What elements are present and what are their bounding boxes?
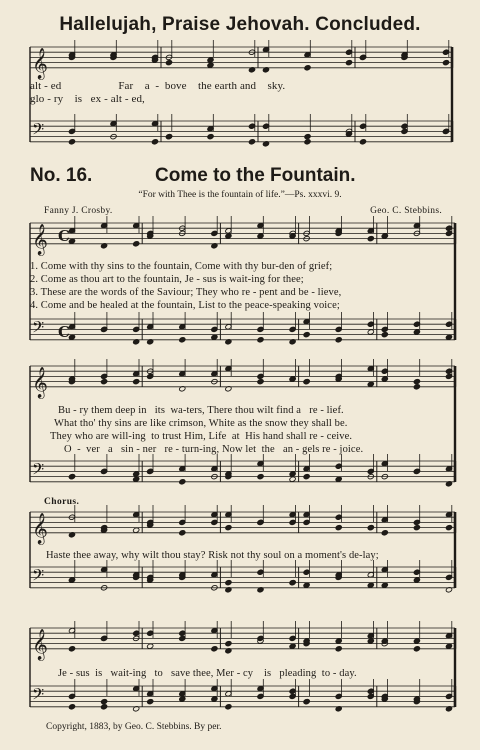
system-1-bass-staff xyxy=(30,312,455,345)
common-time-symbol: C xyxy=(58,227,70,245)
hymn-number: No. 16. xyxy=(30,165,93,186)
common-time-symbol-bass: C xyxy=(58,323,70,341)
verse-4-line-b: O - ver a sin - ner re - turn-ing, Now let the an - gels re - joice. xyxy=(64,444,364,455)
system-chorus-1-treble-staff xyxy=(30,505,455,545)
system-chorus-1-bass-staff xyxy=(30,560,455,593)
system-1-treble-staff xyxy=(30,216,455,256)
svg-text:𝄞: 𝄞 xyxy=(32,628,48,660)
system-top-treble-staff xyxy=(30,40,452,80)
chorus-lyric-1: Haste thee away, why wilt thou stay? Risk not thy soul on a moment's de-lay; xyxy=(46,550,379,561)
chorus-label: Chorus. xyxy=(44,497,80,507)
svg-text:𝄢: 𝄢 xyxy=(32,120,45,143)
hymn-epigraph: “For with Thee is the fountain of life.”—Ps. xxxvi. 9. xyxy=(138,190,342,200)
verse-2-line-b: What tho' thy sins are like crimson, White as the snow they shall be. xyxy=(54,418,348,429)
svg-text:𝄞: 𝄞 xyxy=(32,47,48,79)
continued-hymn-title: Hallelujah, Praise Jehovah. Concluded. xyxy=(59,14,421,35)
system-chorus-2-treble-staff xyxy=(30,621,455,661)
copyright-notice: Copyright, 1883, by Geo. C. Stebbins. By per. xyxy=(46,722,222,732)
verse-1-line-b: Bu - ry them deep in its wa-ters, There thou wilt find a re - lief. xyxy=(58,405,344,416)
svg-text:𝄞: 𝄞 xyxy=(32,223,48,255)
svg-text:𝄢: 𝄢 xyxy=(32,318,45,341)
verse-3-line-b: They who are will-ing to trust Him, Life at His hand shall re - ceive. xyxy=(50,431,353,442)
verse-2-line-a: 2. Come as thou art to the fountain, Je - sus is wait-ing for thee; xyxy=(30,274,304,285)
verse-3-line-a: 3. These are the words of the Saviour; They who re - pent and be - lieve, xyxy=(30,287,342,298)
svg-text:𝄢: 𝄢 xyxy=(32,566,45,589)
system-2-treble-staff xyxy=(30,359,455,399)
system-2-bass-staff xyxy=(30,454,455,487)
svg-text:𝄞: 𝄞 xyxy=(32,512,48,544)
system-top-bass-staff xyxy=(30,114,452,147)
svg-text:𝄢: 𝄢 xyxy=(32,685,45,708)
hymn-title: Come to the Fountain. xyxy=(155,165,356,186)
system-chorus-2-bass-staff xyxy=(30,679,455,712)
hymn-composer: Geo. C. Stebbins. xyxy=(370,206,442,216)
verse-4-line-a: 4. Come and be healed at the fountain, List to the peace-speaking voice; xyxy=(30,300,340,311)
top-lyric-line-2: glo - ry is ex - alt - ed, xyxy=(30,93,145,105)
verse-1-line-a: 1. Come with thy sins to the fountain, Come with thy bur-den of grief; xyxy=(30,261,333,272)
top-lyric-line-1: alt - ed Far a - bove the earth and sky. xyxy=(30,80,286,92)
chorus-lyric-2: Je - sus is wait-ing to save thee, Mer - cy is pleading to - day. xyxy=(58,668,357,679)
svg-text:𝄢: 𝄢 xyxy=(32,460,45,483)
hymn-author: Fanny J. Crosby. xyxy=(44,206,113,216)
svg-text:𝄞: 𝄞 xyxy=(32,366,48,398)
